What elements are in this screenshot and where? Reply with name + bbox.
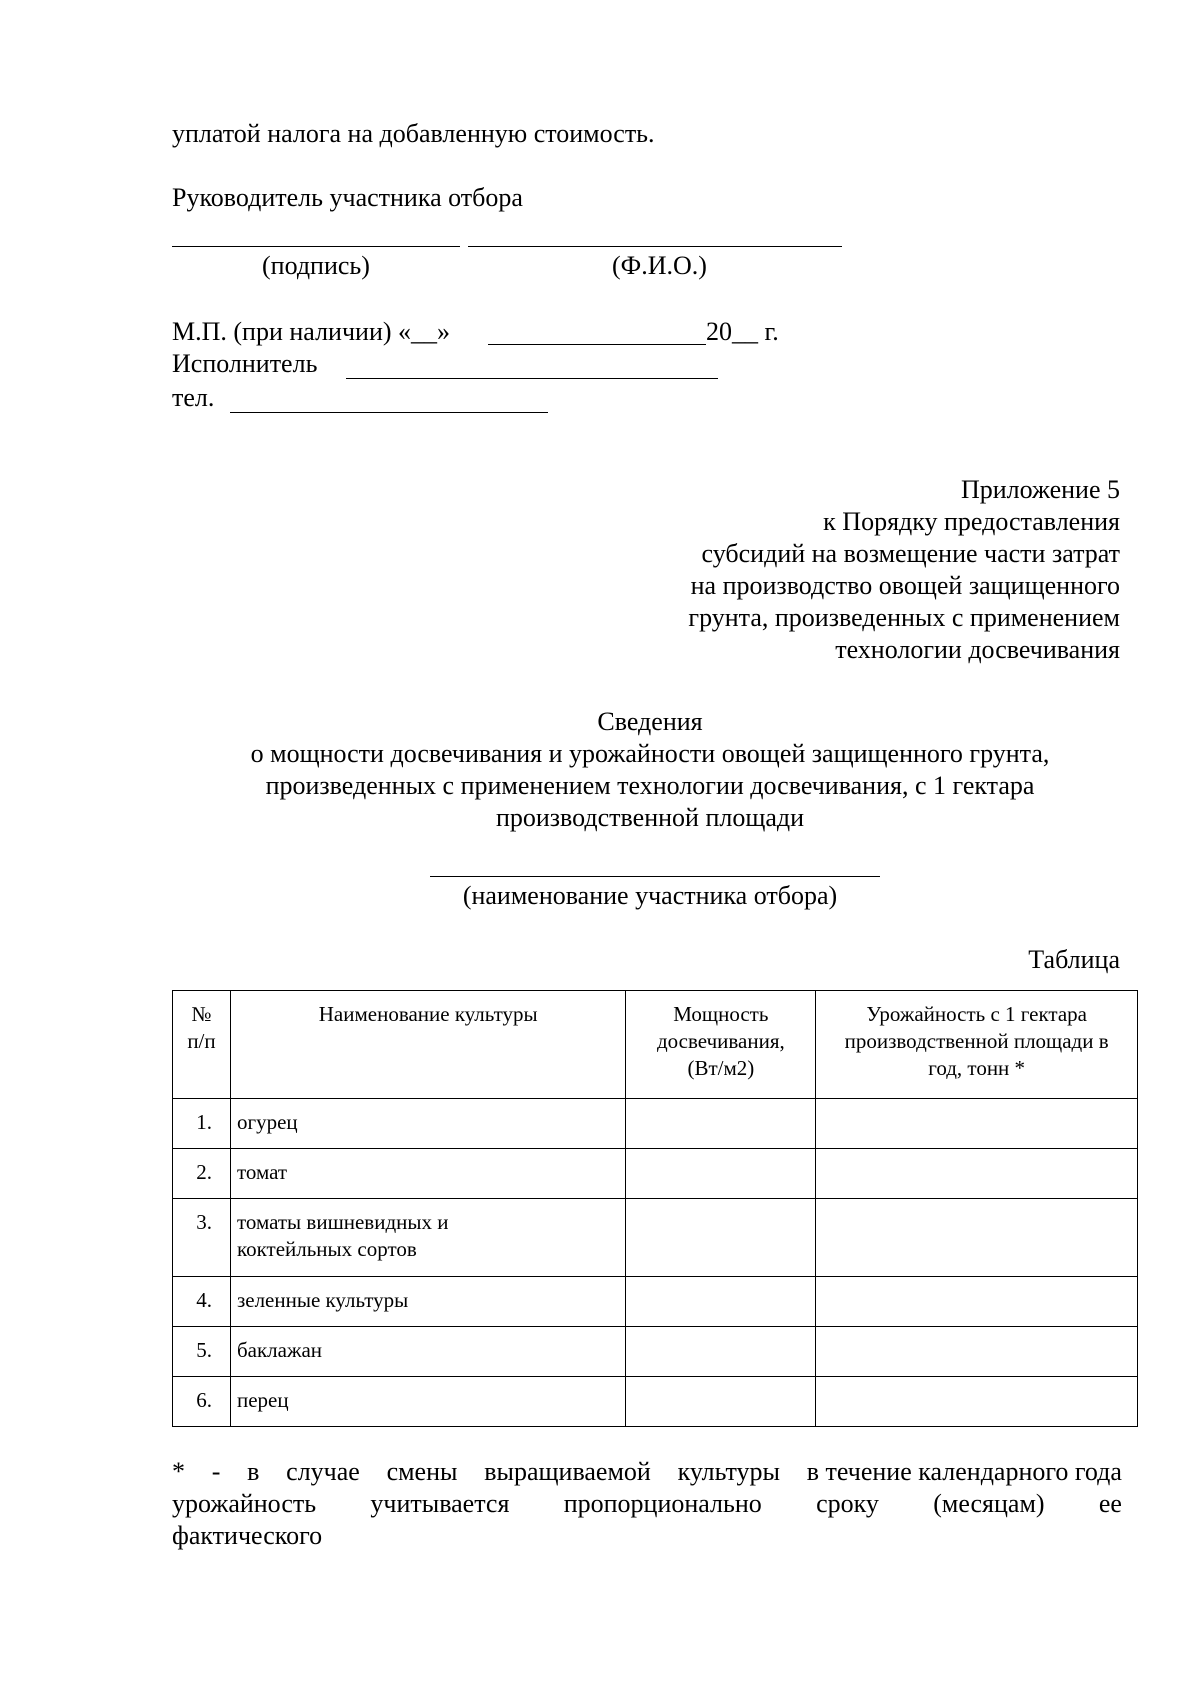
row-crop-name: томаты вишневидных и коктейльных сортов bbox=[230, 1199, 625, 1277]
head-label: Руководитель участника отбора bbox=[172, 183, 523, 212]
row-num: 1. bbox=[173, 1099, 231, 1149]
footnote-line: урожайность учитывается пропорционально сроку (месяцам) ее bbox=[172, 1489, 1122, 1518]
table-row bbox=[173, 1277, 1138, 1327]
row-crop-name: томат bbox=[230, 1149, 625, 1199]
signature-caption: (подпись) bbox=[262, 251, 370, 280]
signature-line bbox=[172, 246, 460, 247]
footnote bbox=[172, 1456, 1122, 1552]
appendix-line: технологии досвечивания bbox=[835, 635, 1120, 664]
row-yield-cell[interactable] bbox=[816, 1199, 1138, 1277]
row-num: 4. bbox=[173, 1277, 231, 1327]
appendix-line: Приложение 5 bbox=[960, 475, 1120, 504]
appendix-line: на производство овощей защищенного bbox=[690, 571, 1120, 600]
row-power-cell[interactable] bbox=[626, 1099, 816, 1149]
row-num: 6. bbox=[173, 1377, 231, 1427]
table-row bbox=[173, 1327, 1138, 1377]
table-row bbox=[173, 1149, 1138, 1199]
mp-prefix: М.П. (при наличии) «__» bbox=[172, 317, 451, 346]
row-power-cell[interactable] bbox=[626, 1377, 816, 1427]
mp-year: 20__ г. bbox=[706, 317, 779, 346]
date-month-line bbox=[488, 344, 706, 345]
row-power-cell[interactable] bbox=[626, 1277, 816, 1327]
table-row bbox=[173, 1377, 1138, 1427]
intro-line: уплатой налога на добавленную стоимость. bbox=[172, 119, 655, 148]
appendix-line: субсидий на возмещение части затрат bbox=[701, 539, 1120, 568]
title-heading: Сведения bbox=[597, 707, 703, 736]
appendix-line: грунта, произведенных с применением bbox=[688, 603, 1120, 632]
table-row bbox=[173, 1199, 1138, 1277]
row-crop-name: баклажан bbox=[230, 1327, 625, 1377]
footnote-line: * - в случае смены выращиваемой культуры в течение календарного года bbox=[172, 1457, 1122, 1486]
title-line: произведенных с применением технологии досвечивания, с 1 гектара bbox=[265, 771, 1035, 800]
row-crop-name: огурец bbox=[230, 1099, 625, 1149]
row-yield-cell[interactable] bbox=[816, 1277, 1138, 1327]
row-power-cell[interactable] bbox=[626, 1327, 816, 1377]
table-label: Таблица bbox=[1028, 945, 1120, 974]
footnote-line: фактического bbox=[172, 1521, 323, 1550]
header-yield: Урожайность с 1 гектара производственной площади в год, тонн * bbox=[816, 991, 1138, 1099]
title-line: о мощности досвечивания и урожайности овощей защищенного грунта, bbox=[250, 739, 1050, 768]
appendix-block bbox=[688, 474, 1120, 666]
header-crop-name: Наименование культуры bbox=[230, 991, 625, 1099]
row-yield-cell[interactable] bbox=[816, 1377, 1138, 1427]
phone-label: тел. bbox=[172, 383, 215, 412]
row-yield-cell[interactable] bbox=[816, 1099, 1138, 1149]
participant-name-line bbox=[430, 876, 880, 877]
document-title bbox=[160, 706, 1140, 834]
row-num: 2. bbox=[173, 1149, 231, 1199]
title-line: производственной площади bbox=[495, 803, 805, 832]
appendix-line: к Порядку предоставления bbox=[823, 507, 1120, 536]
row-power-cell[interactable] bbox=[626, 1199, 816, 1277]
row-crop-name: перец bbox=[230, 1377, 625, 1427]
fio-line bbox=[468, 246, 842, 247]
crop-table bbox=[172, 990, 1138, 1427]
row-yield-cell[interactable] bbox=[816, 1149, 1138, 1199]
row-power-cell[interactable] bbox=[626, 1149, 816, 1199]
row-num: 5. bbox=[173, 1327, 231, 1377]
row-crop-name: зеленные культуры bbox=[230, 1277, 625, 1327]
executor-line bbox=[346, 378, 718, 379]
table-header-row bbox=[173, 991, 1138, 1099]
table-row bbox=[173, 1099, 1138, 1149]
row-num: 3. bbox=[173, 1199, 231, 1277]
mp-line bbox=[172, 316, 450, 348]
phone-line bbox=[230, 412, 548, 413]
row-yield-cell[interactable] bbox=[816, 1327, 1138, 1377]
fio-caption: (Ф.И.О.) bbox=[612, 251, 707, 280]
participant-caption: (наименование участника отбора) bbox=[462, 881, 838, 910]
header-num: № п/п bbox=[173, 991, 231, 1099]
header-power: Мощность досвечивания, (Вт/м2) bbox=[626, 991, 816, 1099]
executor-label: Исполнитель bbox=[172, 349, 318, 378]
